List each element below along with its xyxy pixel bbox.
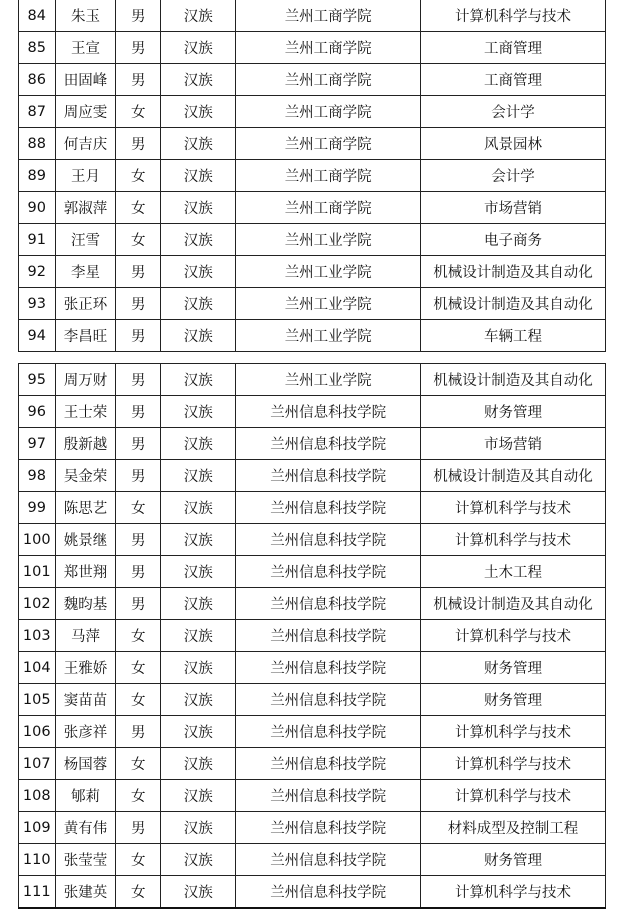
school-cell: 兰州信息科技学院 [236,652,421,684]
row-number-cell: 106 [19,716,56,748]
gender-cell: 男 [116,256,161,288]
table-row [19,460,606,492]
table-row [19,556,606,588]
student-name-cell: 李昌旺 [55,320,116,352]
gender-cell: 女 [116,780,161,812]
ethnicity-cell: 汉族 [161,652,236,684]
ethnicity-cell: 汉族 [161,556,236,588]
school-cell: 兰州信息科技学院 [236,684,421,716]
gender-cell: 女 [116,620,161,652]
school-cell: 兰州信息科技学院 [236,716,421,748]
student-table-lower [18,363,606,909]
student-name-cell: 吴金荣 [55,460,116,492]
school-cell: 兰州工业学院 [236,288,421,320]
major-cell: 财务管理 [421,844,606,876]
row-number-cell: 92 [19,256,56,288]
table-row [19,0,606,32]
row-number-cell: 94 [19,320,56,352]
major-cell: 材料成型及控制工程 [421,812,606,844]
student-name-cell: 田固峰 [55,64,116,96]
row-number-cell: 111 [19,876,56,909]
row-number-cell: 105 [19,684,56,716]
gender-cell: 女 [116,192,161,224]
school-cell: 兰州信息科技学院 [236,748,421,780]
gender-cell: 女 [116,876,161,909]
school-cell: 兰州信息科技学院 [236,428,421,460]
table-row [19,160,606,192]
gender-cell: 男 [116,812,161,844]
student-name-cell: 郇莉 [55,780,116,812]
major-cell: 计算机科学与技术 [421,492,606,524]
major-cell: 计算机科学与技术 [421,524,606,556]
ethnicity-cell: 汉族 [161,364,236,396]
gender-cell: 男 [116,428,161,460]
student-name-cell: 马萍 [55,620,116,652]
ethnicity-cell: 汉族 [161,128,236,160]
school-cell: 兰州信息科技学院 [236,844,421,876]
ethnicity-cell: 汉族 [161,588,236,620]
table-row [19,524,606,556]
ethnicity-cell: 汉族 [161,32,236,64]
school-cell: 兰州工业学院 [236,320,421,352]
row-number-cell: 104 [19,652,56,684]
major-cell: 会计学 [421,160,606,192]
row-number-cell: 90 [19,192,56,224]
school-cell: 兰州工商学院 [236,64,421,96]
student-name-cell: 魏昀基 [55,588,116,620]
row-number-cell: 109 [19,812,56,844]
major-cell: 机械设计制造及其自动化 [421,364,606,396]
major-cell: 机械设计制造及其自动化 [421,588,606,620]
ethnicity-cell: 汉族 [161,812,236,844]
gender-cell: 男 [116,556,161,588]
ethnicity-cell: 汉族 [161,748,236,780]
row-number-cell: 103 [19,620,56,652]
gender-cell: 男 [116,320,161,352]
student-table-upper [18,0,606,352]
ethnicity-cell: 汉族 [161,96,236,128]
table-row [19,364,606,396]
school-cell: 兰州工业学院 [236,256,421,288]
student-name-cell: 张莹莹 [55,844,116,876]
student-name-cell: 王雅娇 [55,652,116,684]
major-cell: 市场营销 [421,428,606,460]
gender-cell: 男 [116,128,161,160]
major-cell: 计算机科学与技术 [421,620,606,652]
row-number-cell: 84 [19,0,56,32]
gender-cell: 女 [116,652,161,684]
table-row [19,844,606,876]
school-cell: 兰州信息科技学院 [236,556,421,588]
gender-cell: 男 [116,588,161,620]
gender-cell: 男 [116,32,161,64]
school-cell: 兰州工商学院 [236,32,421,64]
major-cell: 土木工程 [421,556,606,588]
student-name-cell: 王月 [55,160,116,192]
school-cell: 兰州工业学院 [236,224,421,256]
ethnicity-cell: 汉族 [161,428,236,460]
school-cell: 兰州工业学院 [236,364,421,396]
table-row [19,396,606,428]
row-number-cell: 88 [19,128,56,160]
gender-cell: 女 [116,844,161,876]
row-number-cell: 96 [19,396,56,428]
student-name-cell: 朱玉 [55,0,116,32]
table-row [19,684,606,716]
student-name-cell: 姚景继 [55,524,116,556]
row-number-cell: 89 [19,160,56,192]
major-cell: 工商管理 [421,64,606,96]
major-cell: 财务管理 [421,396,606,428]
gender-cell: 男 [116,524,161,556]
major-cell: 会计学 [421,96,606,128]
major-cell: 计算机科学与技术 [421,716,606,748]
table-row [19,96,606,128]
student-name-cell: 黄有伟 [55,812,116,844]
table-row [19,812,606,844]
major-cell: 计算机科学与技术 [421,748,606,780]
row-number-cell: 91 [19,224,56,256]
school-cell: 兰州信息科技学院 [236,460,421,492]
student-name-cell: 汪雪 [55,224,116,256]
gender-cell: 女 [116,224,161,256]
major-cell: 机械设计制造及其自动化 [421,288,606,320]
gender-cell: 男 [116,716,161,748]
gender-cell: 男 [116,396,161,428]
ethnicity-cell: 汉族 [161,224,236,256]
student-name-cell: 张建英 [55,876,116,909]
ethnicity-cell: 汉族 [161,876,236,909]
student-name-cell: 郑世翔 [55,556,116,588]
student-name-cell: 杨国蓉 [55,748,116,780]
row-number-cell: 98 [19,460,56,492]
row-number-cell: 97 [19,428,56,460]
student-name-cell: 李星 [55,256,116,288]
row-number-cell: 93 [19,288,56,320]
ethnicity-cell: 汉族 [161,256,236,288]
school-cell: 兰州信息科技学院 [236,396,421,428]
student-name-cell: 张正环 [55,288,116,320]
table-row [19,492,606,524]
major-cell: 工商管理 [421,32,606,64]
gender-cell: 女 [116,160,161,192]
school-cell: 兰州信息科技学院 [236,620,421,652]
student-name-cell: 陈思艺 [55,492,116,524]
gender-cell: 女 [116,748,161,780]
school-cell: 兰州信息科技学院 [236,876,421,909]
gender-cell: 男 [116,0,161,32]
major-cell: 风景园林 [421,128,606,160]
school-cell: 兰州信息科技学院 [236,492,421,524]
table-row [19,748,606,780]
school-cell: 兰州工商学院 [236,0,421,32]
table-row [19,320,606,352]
ethnicity-cell: 汉族 [161,684,236,716]
table-row [19,876,606,909]
school-cell: 兰州工商学院 [236,128,421,160]
row-number-cell: 99 [19,492,56,524]
row-number-cell: 108 [19,780,56,812]
school-cell: 兰州信息科技学院 [236,524,421,556]
table-row [19,64,606,96]
gender-cell: 男 [116,460,161,492]
student-name-cell: 窦苗苗 [55,684,116,716]
ethnicity-cell: 汉族 [161,396,236,428]
row-number-cell: 86 [19,64,56,96]
major-cell: 财务管理 [421,684,606,716]
ethnicity-cell: 汉族 [161,844,236,876]
ethnicity-cell: 汉族 [161,620,236,652]
school-cell: 兰州信息科技学院 [236,780,421,812]
table-row [19,620,606,652]
school-cell: 兰州工商学院 [236,160,421,192]
ethnicity-cell: 汉族 [161,288,236,320]
row-number-cell: 110 [19,844,56,876]
gender-cell: 女 [116,492,161,524]
table-row [19,428,606,460]
row-number-cell: 87 [19,96,56,128]
gender-cell: 男 [116,64,161,96]
table-row [19,256,606,288]
ethnicity-cell: 汉族 [161,192,236,224]
row-number-cell: 95 [19,364,56,396]
major-cell: 财务管理 [421,652,606,684]
major-cell: 电子商务 [421,224,606,256]
table-row [19,32,606,64]
student-name-cell: 殷新越 [55,428,116,460]
gender-cell: 男 [116,288,161,320]
ethnicity-cell: 汉族 [161,716,236,748]
school-cell: 兰州工商学院 [236,192,421,224]
school-cell: 兰州信息科技学院 [236,588,421,620]
school-cell: 兰州工商学院 [236,96,421,128]
ethnicity-cell: 汉族 [161,492,236,524]
ethnicity-cell: 汉族 [161,0,236,32]
student-name-cell: 何吉庆 [55,128,116,160]
ethnicity-cell: 汉族 [161,160,236,192]
school-cell: 兰州信息科技学院 [236,812,421,844]
major-cell: 市场营销 [421,192,606,224]
table-row [19,288,606,320]
gender-cell: 女 [116,684,161,716]
row-number-cell: 107 [19,748,56,780]
table-row [19,716,606,748]
student-name-cell: 王士荣 [55,396,116,428]
row-number-cell: 85 [19,32,56,64]
student-name-cell: 周万财 [55,364,116,396]
table-row [19,652,606,684]
gender-cell: 男 [116,364,161,396]
table-row [19,780,606,812]
ethnicity-cell: 汉族 [161,780,236,812]
ethnicity-cell: 汉族 [161,524,236,556]
table-row [19,224,606,256]
student-name-cell: 王宣 [55,32,116,64]
row-number-cell: 100 [19,524,56,556]
row-number-cell: 102 [19,588,56,620]
major-cell: 机械设计制造及其自动化 [421,460,606,492]
ethnicity-cell: 汉族 [161,64,236,96]
major-cell: 计算机科学与技术 [421,0,606,32]
student-name-cell: 张彦祥 [55,716,116,748]
table-row [19,192,606,224]
student-name-cell: 郭淑萍 [55,192,116,224]
major-cell: 计算机科学与技术 [421,876,606,909]
major-cell: 机械设计制造及其自动化 [421,256,606,288]
major-cell: 计算机科学与技术 [421,780,606,812]
student-name-cell: 周应雯 [55,96,116,128]
major-cell: 车辆工程 [421,320,606,352]
table-row [19,128,606,160]
ethnicity-cell: 汉族 [161,460,236,492]
gender-cell: 女 [116,96,161,128]
row-number-cell: 101 [19,556,56,588]
ethnicity-cell: 汉族 [161,320,236,352]
table-row [19,588,606,620]
